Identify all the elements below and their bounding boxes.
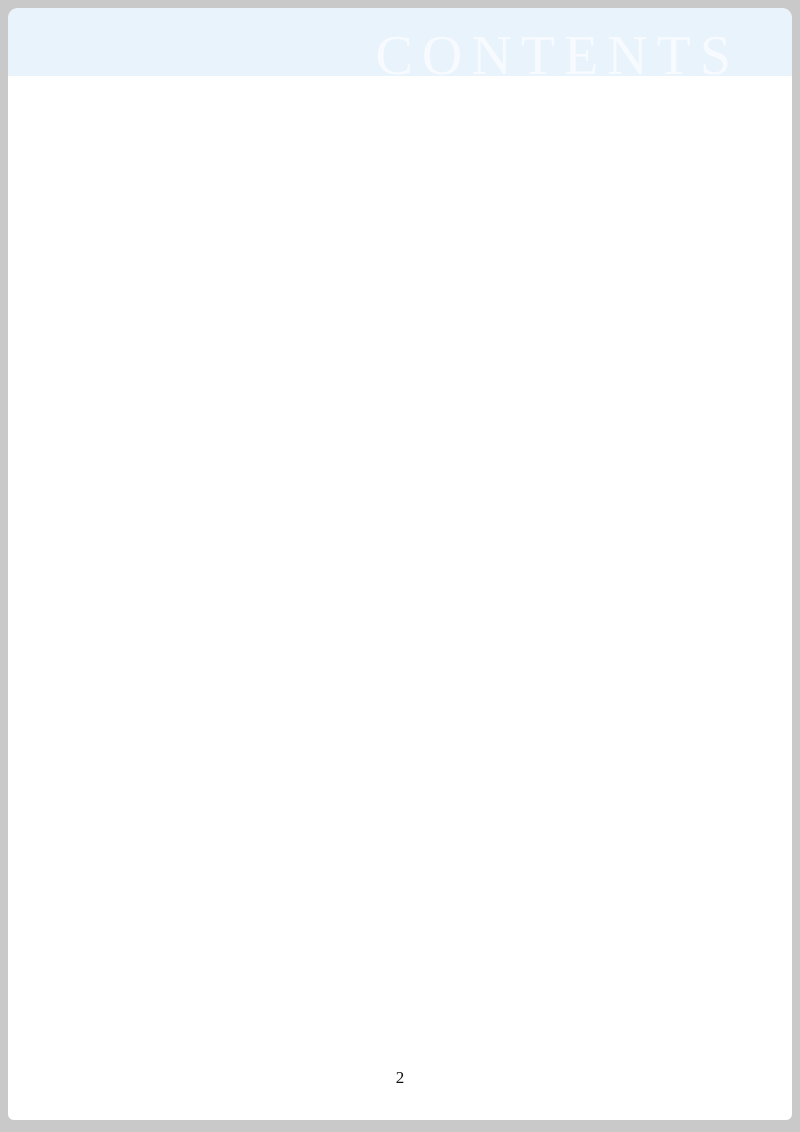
toc-main	[8, 76, 792, 152]
page-number: 2	[395, 1068, 405, 1087]
book-page	[8, 8, 792, 1120]
contents-header-band	[8, 8, 792, 87]
contents-title: CONTENTS	[375, 25, 740, 87]
